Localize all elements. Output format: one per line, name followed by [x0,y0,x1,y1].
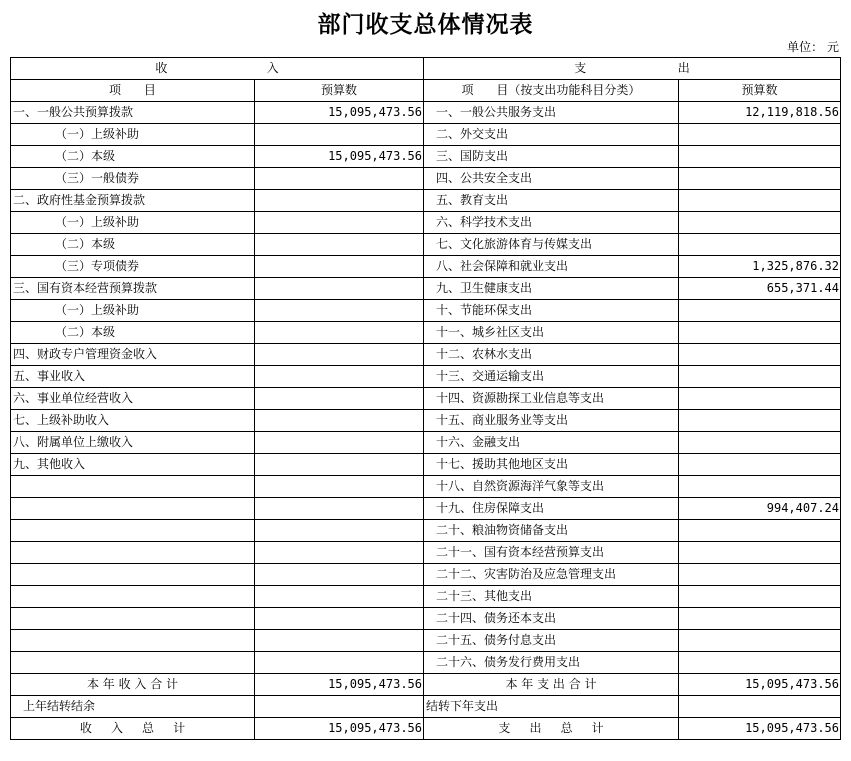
income-item-cell: （二）本级 [11,322,255,344]
expense-item-cell: 二、外交支出 [424,124,679,146]
expense-item-cell: 十四、资源勘探工业信息等支出 [424,388,679,410]
income-item-cell: （一）上级补助 [11,124,255,146]
footer-row [11,696,841,718]
expense-value-cell [679,652,841,674]
table-row [11,168,841,190]
expense-item-cell: 二十六、债务发行费用支出 [424,652,679,674]
income-value-cell [255,564,424,586]
expense-grand-total-value: 15,095,473.56 [679,718,841,740]
expense-item-cell: 五、教育支出 [424,190,679,212]
table-row [11,410,841,432]
income-item-cell: 九、其他收入 [11,454,255,476]
expense-item-cell: 二十四、债务还本支出 [424,608,679,630]
income-value-cell [255,608,424,630]
income-value-cell [255,124,424,146]
expense-value-cell [679,520,841,542]
income-item-cell: （一）上级补助 [11,300,255,322]
table-row [11,498,841,520]
expense-value-cell [679,300,841,322]
expense-value-cell [679,476,841,498]
expense-item-cell: 七、文化旅游体育与传媒支出 [424,234,679,256]
expense-item-cell: 十七、援助其他地区支出 [424,454,679,476]
expense-item-cell: 六、科学技术支出 [424,212,679,234]
income-item-cell: 五、事业收入 [11,366,255,388]
income-value-cell: 15,095,473.56 [255,146,424,168]
expense-value-cell [679,146,841,168]
column-header-row [11,80,841,102]
expense-value-cell [679,212,841,234]
expense-value-cell [679,608,841,630]
expense-value-cell [679,190,841,212]
table-row [11,520,841,542]
income-value-cell [255,366,424,388]
income-value-cell [255,476,424,498]
table-row [11,278,841,300]
expense-item-cell: 二十二、灾害防治及应急管理支出 [424,564,679,586]
income-item-cell: 三、国有资本经营预算拨款 [11,278,255,300]
expense-item-header: 项 目（按支出功能科目分类） [424,80,679,102]
expense-value-cell: 1,325,876.32 [679,256,841,278]
table-row [11,146,841,168]
income-item-cell: （三）一般债券 [11,168,255,190]
table-row [11,586,841,608]
expense-section-header: 支 出 [424,58,841,80]
table-row [11,542,841,564]
expense-item-cell: 一、一般公共服务支出 [424,102,679,124]
expense-budget-header: 预算数 [679,80,841,102]
table-row [11,454,841,476]
income-value-cell [255,300,424,322]
expense-item-cell: 十八、自然资源海洋气象等支出 [424,476,679,498]
expense-value-cell [679,542,841,564]
expense-value-cell [679,432,841,454]
carryover-in-value [255,696,424,718]
income-value-cell [255,542,424,564]
expense-item-cell: 十六、金融支出 [424,432,679,454]
expense-item-cell: 二十三、其他支出 [424,586,679,608]
expense-value-cell: 12,119,818.56 [679,102,841,124]
expense-value-cell: 994,407.24 [679,498,841,520]
income-item-cell: 二、政府性基金预算拨款 [11,190,255,212]
expense-value-cell [679,630,841,652]
income-item-cell: 四、财政专户管理资金收入 [11,344,255,366]
income-item-cell: 六、事业单位经营收入 [11,388,255,410]
income-value-cell [255,234,424,256]
income-item-cell: 八、附属单位上缴收入 [11,432,255,454]
expense-item-cell: 四、公共安全支出 [424,168,679,190]
table-row [11,344,841,366]
income-item-cell [11,498,255,520]
income-value-cell [255,168,424,190]
income-item-header: 项 目 [11,80,255,102]
income-value-cell [255,344,424,366]
expense-item-cell: 十三、交通运输支出 [424,366,679,388]
income-value-cell [255,410,424,432]
income-value-cell [255,256,424,278]
expense-item-cell: 十五、商业服务业等支出 [424,410,679,432]
income-section-header: 收 入 [11,58,424,80]
table-row [11,564,841,586]
expense-value-cell [679,388,841,410]
expense-value-cell [679,344,841,366]
income-value-cell [255,388,424,410]
income-value-cell [255,454,424,476]
table-row [11,630,841,652]
income-item-cell [11,476,255,498]
table-row [11,608,841,630]
income-value-cell: 15,095,473.56 [255,102,424,124]
income-grand-total-label: 收 入 总 计 [11,718,255,740]
table-row [11,212,841,234]
expense-item-cell: 九、卫生健康支出 [424,278,679,300]
expense-value-cell [679,366,841,388]
section-header-row [11,58,841,80]
income-item-cell [11,564,255,586]
expense-value-cell [679,410,841,432]
table-row [11,652,841,674]
table-row [11,388,841,410]
table-row [11,432,841,454]
income-value-cell [255,190,424,212]
income-value-cell [255,498,424,520]
table-row [11,102,841,124]
income-total-label: 本 年 收 入 合 计 [11,674,255,696]
income-item-cell [11,608,255,630]
income-item-cell [11,586,255,608]
income-value-cell [255,432,424,454]
carryover-out-label: 结转下年支出 [424,696,679,718]
expense-item-cell: 八、社会保障和就业支出 [424,256,679,278]
income-item-cell: （二）本级 [11,146,255,168]
income-value-cell [255,520,424,542]
expense-value-cell [679,454,841,476]
table-row [11,124,841,146]
carryover-out-value [679,696,841,718]
income-item-cell: （三）专项债券 [11,256,255,278]
income-value-cell [255,652,424,674]
table-row [11,476,841,498]
expense-item-cell: 十九、住房保障支出 [424,498,679,520]
expense-total-label: 本 年 支 出 合 计 [424,674,679,696]
expense-value-cell [679,168,841,190]
expense-item-cell: 二十五、债务付息支出 [424,630,679,652]
income-item-cell [11,542,255,564]
expense-value-cell: 655,371.44 [679,278,841,300]
expense-item-cell: 十二、农林水支出 [424,344,679,366]
expense-value-cell [679,234,841,256]
budget-table [10,57,841,740]
footer-row [11,718,841,740]
income-value-cell [255,586,424,608]
expense-item-cell: 二十一、国有资本经营预算支出 [424,542,679,564]
income-item-cell: （二）本级 [11,234,255,256]
income-grand-total-value: 15,095,473.56 [255,718,424,740]
expense-value-cell [679,322,841,344]
carryover-in-label: 上年结转结余 [11,696,255,718]
income-item-cell [11,630,255,652]
income-value-cell [255,322,424,344]
income-value-cell [255,630,424,652]
table-row [11,234,841,256]
expense-value-cell [679,564,841,586]
income-budget-header: 预算数 [255,80,424,102]
expense-total-value: 15,095,473.56 [679,674,841,696]
income-item-cell [11,652,255,674]
income-item-cell: （一）上级补助 [11,212,255,234]
table-row [11,322,841,344]
unit-label: 单位： 元 [787,40,839,54]
table-row [11,256,841,278]
footer-row [11,674,841,696]
expense-item-cell: 三、国防支出 [424,146,679,168]
expense-grand-total-label: 支 出 总 计 [424,718,679,740]
income-total-value: 15,095,473.56 [255,674,424,696]
income-item-cell: 七、上级补助收入 [11,410,255,432]
income-value-cell [255,212,424,234]
expense-item-cell: 十、节能环保支出 [424,300,679,322]
table-row [11,366,841,388]
table-row [11,190,841,212]
table-row [11,300,841,322]
expense-item-cell: 二十、粮油物资储备支出 [424,520,679,542]
income-item-cell [11,520,255,542]
income-item-cell: 一、一般公共预算拨款 [11,102,255,124]
expense-value-cell [679,586,841,608]
expense-item-cell: 十一、城乡社区支出 [424,322,679,344]
income-value-cell [255,278,424,300]
page-title: 部门收支总体情况表 [317,11,534,38]
expense-value-cell [679,124,841,146]
